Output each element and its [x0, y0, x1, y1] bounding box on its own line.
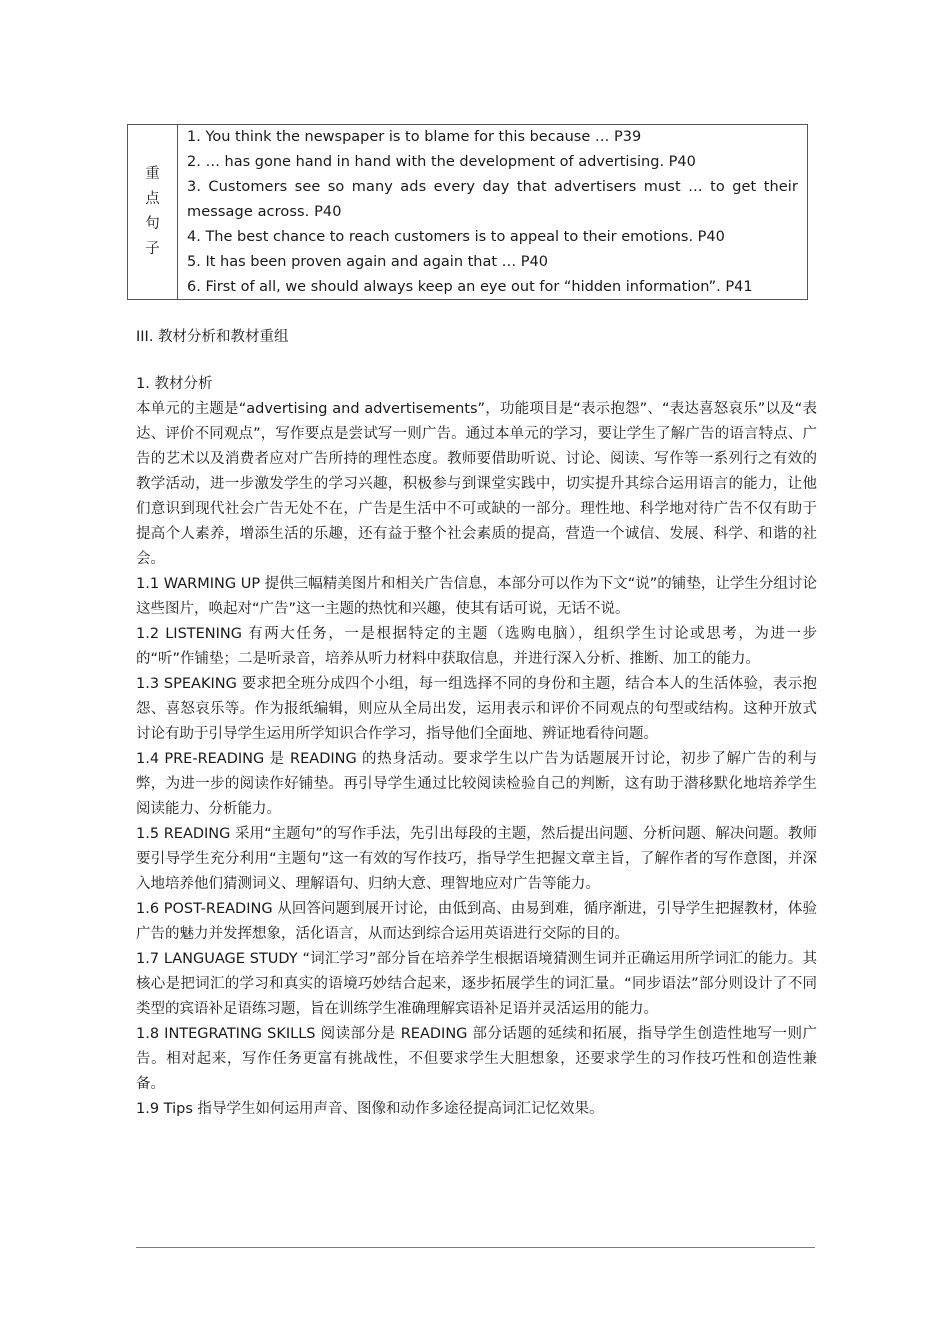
paragraph: 1.6 POST-READING 从回答问题到展开讨论，由低到高、由易到难，循序渐进，引导学生把握教材，体验广告的魅力并发挥想象，活化语言，从而达到综合运用英语进行交际的目的。 [136, 901, 817, 942]
paragraph: 1.4 PRE-READING 是 READING 的热身活动。要求学生以广告为话题展开讨论，初步了解广告的利与弊，为进一步的阅读作好铺垫。再引导学生通过比较阅读检验自己的判断，这有助于潜移默化地培养学生阅读能力、分析能力。 [136, 751, 817, 817]
key-sentence: 2. … has gone hand in hand with the development of advertising. P40 [187, 154, 696, 170]
key-sentence: 4. The best chance to reach customers is to appeal to their emotions. P40 [187, 229, 725, 245]
paragraph: 1.8 INTEGRATING SKILLS 阅读部分是 READING 部分话题的延续和拓展，指导学生创造性地写一则广告。相对起来，写作任务更富有挑战性，不但要求学生大胆想象，还要求学生的习作技巧性和创造性兼备。 [136, 1026, 817, 1092]
paragraph: 1.9 Tips 指导学生如何运用声音、图像和动作多途径提高词汇记忆效果。 [136, 1101, 604, 1117]
analysis-content [136, 372, 817, 1122]
paragraph: 1.1 WARMING UP 提供三幅精美图片和相关广告信息，本部分可以作为下文“说”的铺垫，让学生分组讨论这些图片，唤起对“广告”这一主题的热忱和兴趣，使其有话可说，无话不说。 [136, 576, 817, 617]
label-char: 子 [145, 241, 160, 257]
key-sentences-table [127, 124, 808, 300]
paragraph: 1.3 SPEAKING 要求把全班分成四个小组，每一组选择不同的身份和主题，结合本人的生活体验，表示抱怨、喜怒哀乐等。作为报纸编辑，则应从全局出发，运用表示和评价不同观点的句型或结构。这种开放式讨论有助于引导学生运用所学知识合作学习，指导他们全面地、辨证地看待问题。 [136, 676, 817, 742]
label-char: 句 [145, 216, 160, 232]
label-char: 点 [145, 191, 160, 207]
key-sentence: 6. First of all, we should always keep an eye out for “hidden information”. P41 [187, 279, 753, 295]
subsection-title: 1. 教材分析 [136, 376, 213, 392]
paragraph: 1.5 READING 采用“主题句”的写作手法，先引出每段的主题，然后提出问题、分析问题、解决问题。教师要引导学生充分利用“主题句”这一有效的写作技巧，指导学生把握文章主旨，了解作者的写作意图，并深入地培养他们猜测词义、理解语句、归纳大意、理智地应对广告等能力。 [136, 826, 817, 892]
key-sentence: 1. You think the newspaper is to blame for this because … P39 [187, 129, 642, 145]
key-sentences-list [178, 125, 807, 299]
paragraph: 1.2 LISTENING 有两大任务，一是根据特定的主题（选购电脑），组织学生讨论或思考，为进一步的“听”作铺垫；二是听录音，培养从听力材料中获取信息，并进行深入分析、推断、加工的能力。 [136, 626, 817, 667]
key-sentence: 3. Customers see so many ads every day that advertisers must … to get their message across. P40 [187, 179, 798, 220]
paragraph: 1.7 LANGUAGE STUDY “词汇学习”部分旨在培养学生根据语境猜测生词并正确运用所学词汇的能力。其核心是把词汇的学习和真实的语境巧妙结合起来，逐步拓展学生的词汇量。“同步语法”部分则设计了不同类型的宾语补足语练习题，旨在训练学生准确理解宾语补足语并灵活运用的能力。 [136, 951, 817, 1017]
key-sentences-label [128, 125, 178, 299]
section-title: III. 教材分析和教材重组 [136, 329, 289, 345]
key-sentence: 5. It has been proven again and again that … P40 [187, 254, 548, 270]
label-char: 重 [145, 166, 160, 182]
footer-divider [136, 1247, 815, 1248]
intro-paragraph: 本单元的主题是“advertising and advertisements”，功能项目是“表示抱怨”、“表达喜怒哀乐”以及“表达、评价不同观点”，写作要点是尝试写一则广告。通过本单元的学习，要让学生了解广告的语言特点、广告的艺术以及消费者应对广告所持的理性态度。教师要借助听说、讨论、阅读、写作等一系列行之有效的教学活动，进一步激发学生的学习兴趣，积极参与到课堂实践中，切实提升其综合运用语言的能力，让他们意识到现代社会广告无处不在，广告是生活中不可或缺的一部分。理性地、科学地对待广告不仅有助于提高个人素养，增添生活的乐趣，还有益于整个社会素质的提高，营造一个诚信、发展、科学、和谐的社会。 [136, 401, 817, 567]
